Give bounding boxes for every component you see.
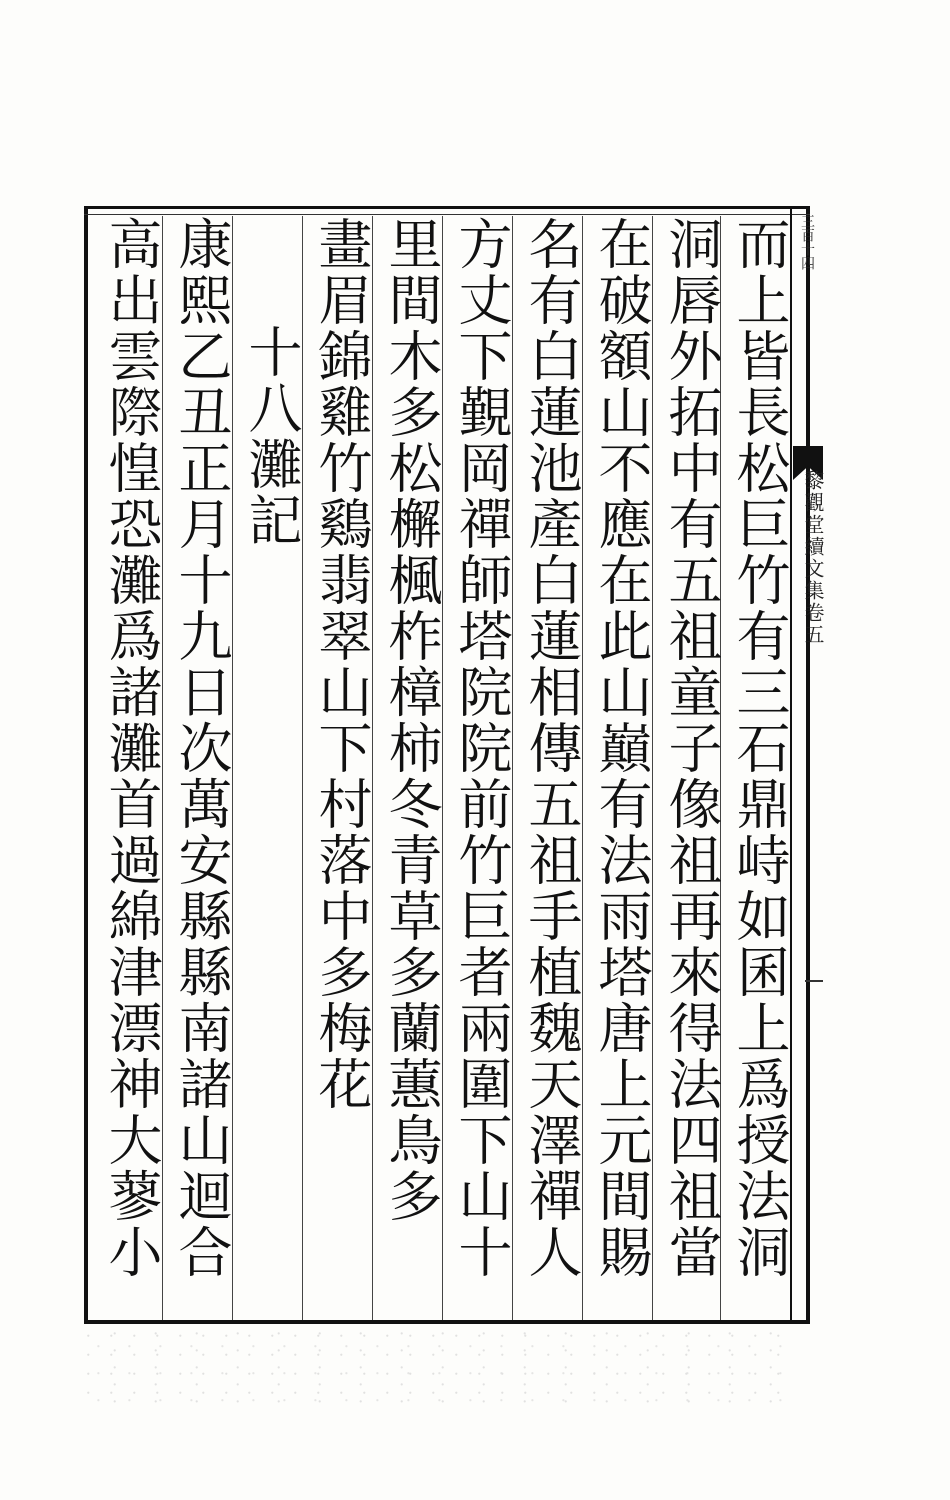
text-column-2: 洞唇外拓中有五祖童子像祖再來得法四祖當 — [660, 216, 723, 1280]
text-column-5: 方丈下覲岡禪師塔院院前竹巨者兩圍下山十 — [450, 216, 513, 1280]
text-column-3: 在破額山不應在此山巔有法雨塔唐上元間賜 — [590, 216, 653, 1280]
frame-top-rule — [84, 214, 810, 215]
text-column-10: 高出雲際惶恐灘爲諸灘首過綿津漂神大蓼小 — [100, 216, 163, 1280]
paper-speckle — [86, 1330, 786, 1410]
text-column-1: 而上皆長松巨竹有三石鼎峙如囷上爲授法洞 — [728, 216, 791, 1280]
fold-tick-mark — [805, 980, 823, 982]
text-column-6: 里間木多松檞楓柞樟柿冬青草多蘭蕙鳥多 — [380, 216, 443, 1224]
page-number: 三百十四 — [799, 214, 815, 270]
text-column-4: 名有白蓮池產白蓮相傳五祖手植魏天澤禪人 — [520, 216, 583, 1280]
text-column-7: 畫眉錦雞竹鷄翡翠山下村落中多梅花 — [310, 216, 373, 1112]
text-column-9: 康熙乙丑正月十九日次萬安縣縣南諸山迴合 — [170, 216, 233, 1280]
center-fold-column — [790, 206, 812, 1324]
section-heading: 十八灘記 — [240, 324, 303, 548]
book-title: 黎觀堂續文集卷五 — [801, 470, 825, 646]
